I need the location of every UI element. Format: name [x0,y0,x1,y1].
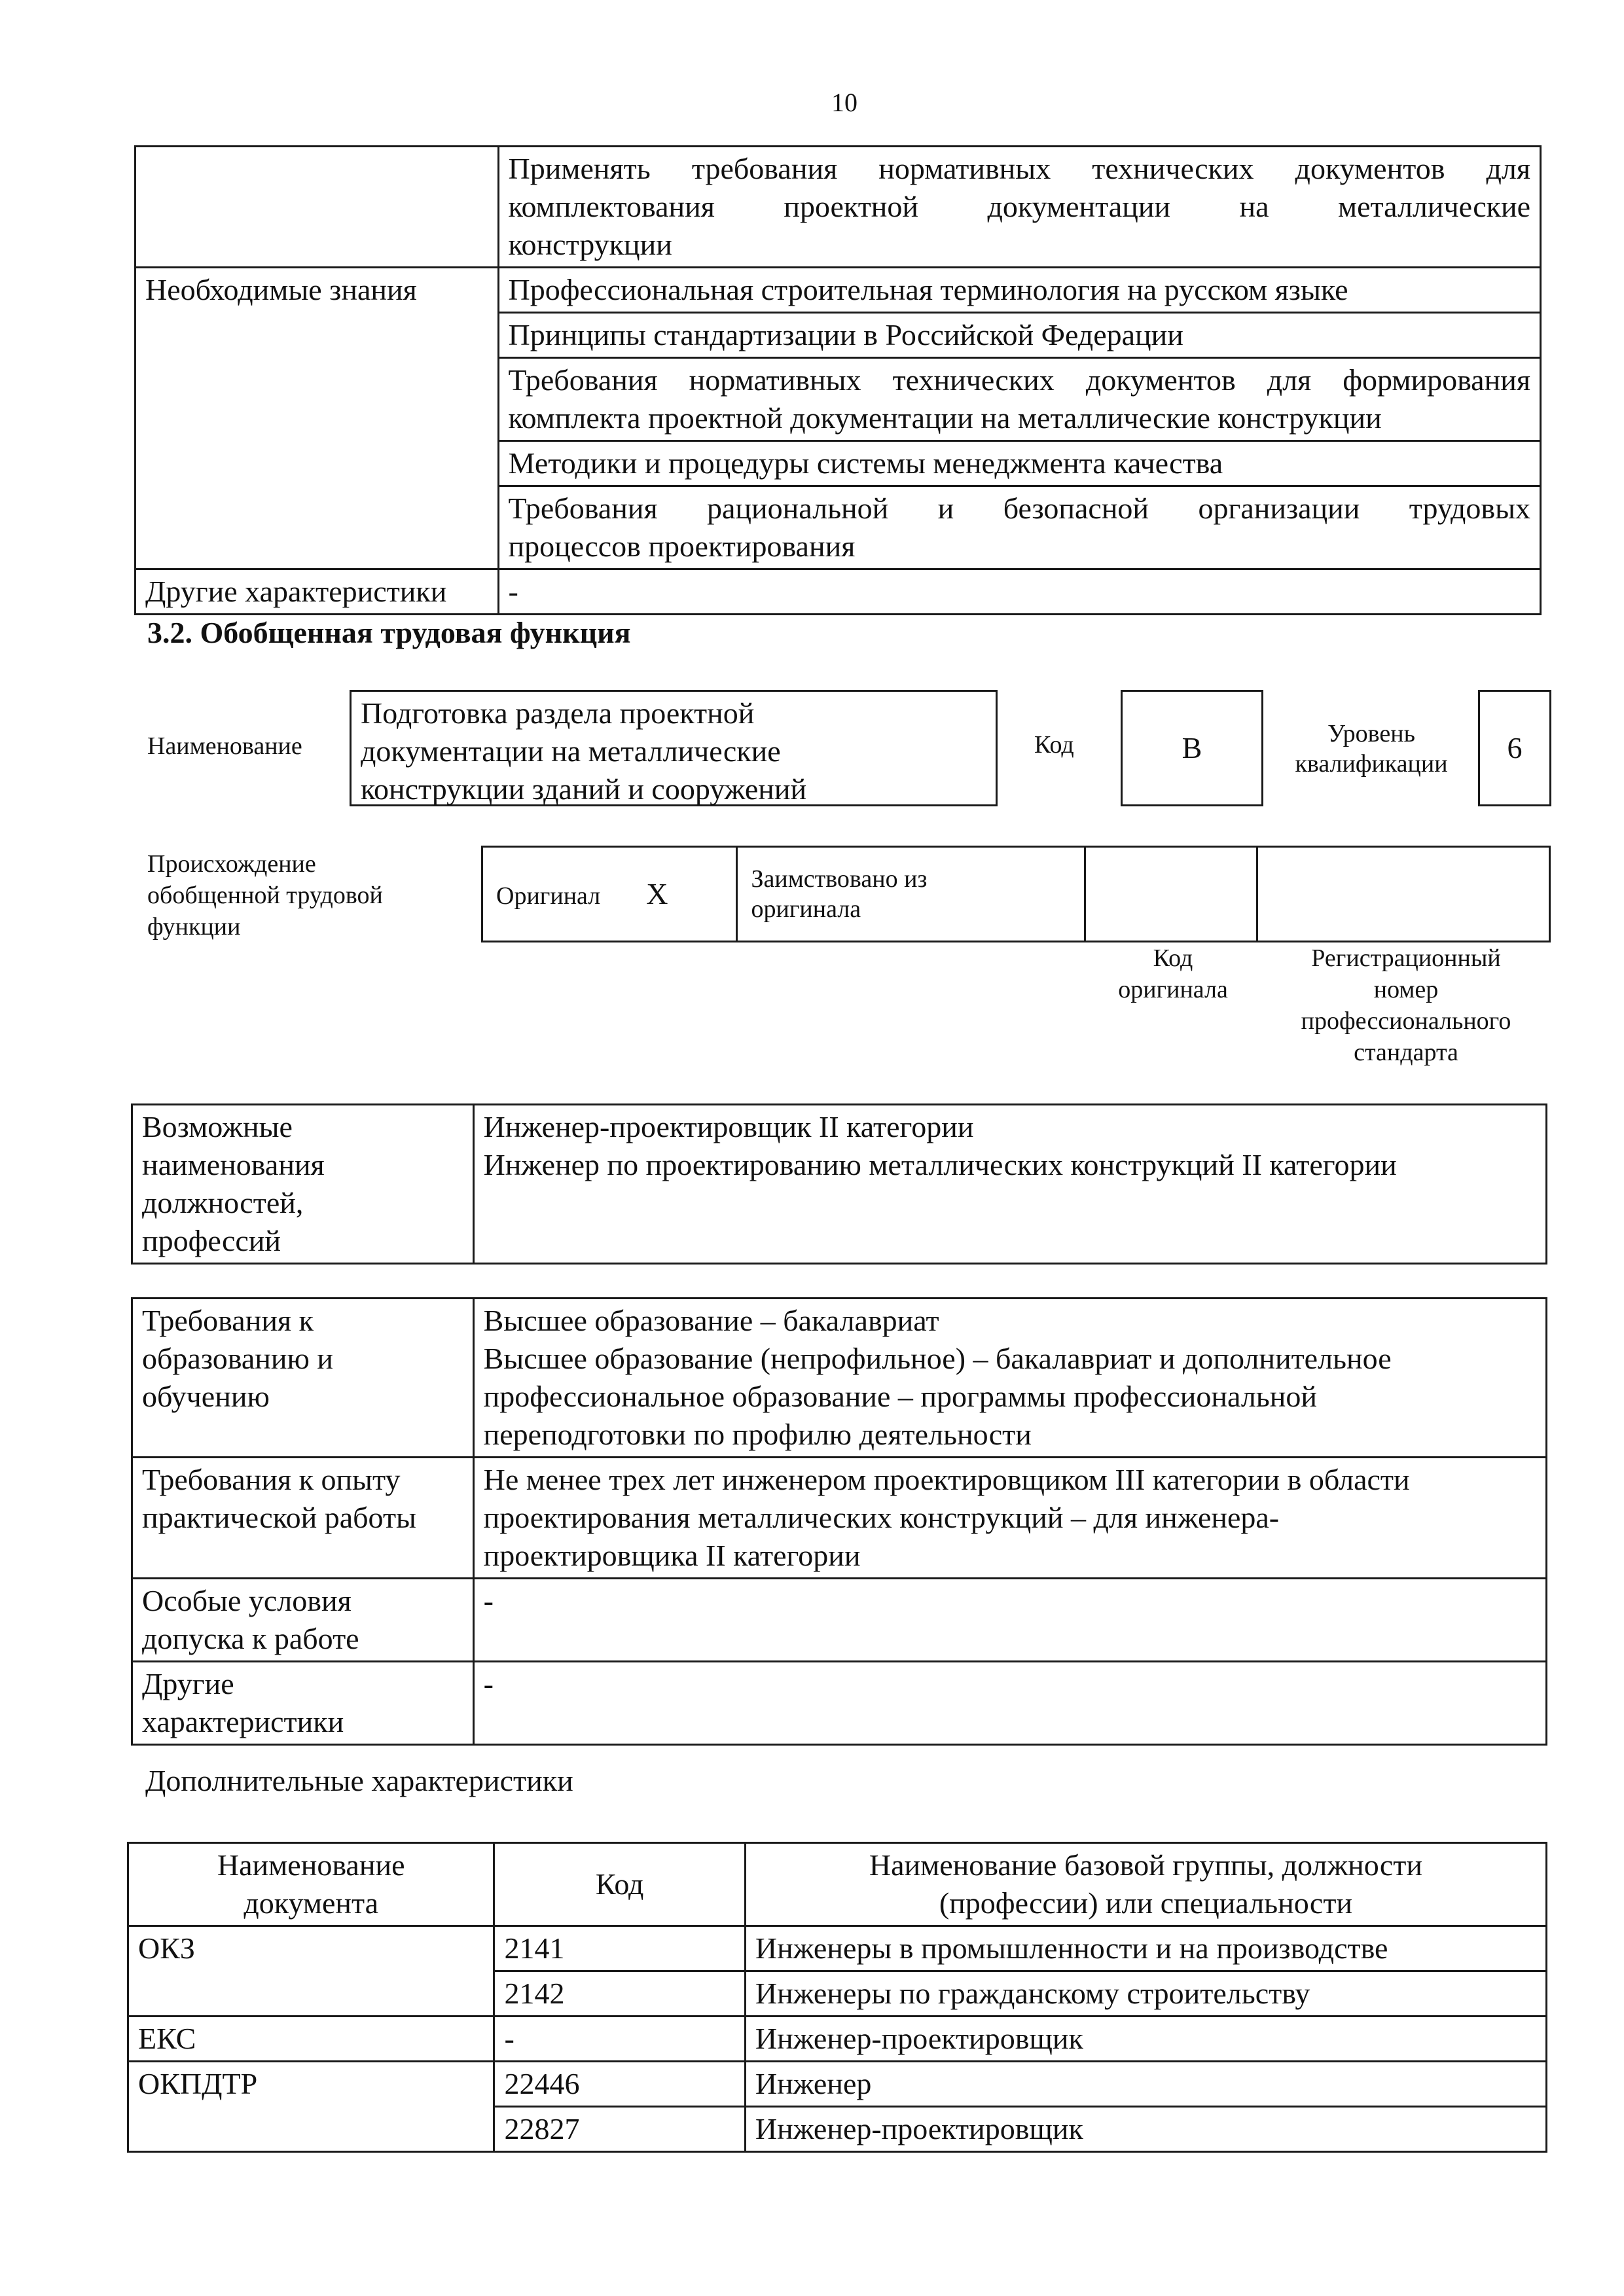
original-code-cell [1085,847,1257,942]
empty-label-cell [135,147,499,268]
education-label-line: Требования к [142,1304,314,1337]
education-value [473,1299,1546,1458]
other-char-label-line: Другие [142,1667,234,1700]
name-cell: Инженеры в промышленности и на производстве [745,1926,1546,1971]
skill-line: комплектования проектной документации на металлические [508,190,1530,223]
origin-label-line: обобщенной трудовой [147,882,383,909]
level-label-line: Уровень [1327,720,1415,747]
code-cell: 22827 [494,2107,745,2152]
knowledge-line: комплекта проектной документации на металлические конструкции [508,401,1382,435]
education-line: профессиональное образование – программы профессиональной [483,1380,1317,1413]
borrowed-line: Заимствовано из [751,865,928,893]
experience-label-line: практической работы [142,1501,416,1534]
origin-label-line: Происхождение [147,850,316,878]
knowledge-item [498,313,1540,358]
code-cell: 22446 [494,2062,745,2107]
positions-table [131,1103,1547,1265]
name-cell: Инженер [745,2062,1546,2107]
positions-label [132,1105,474,1264]
origin-label [147,848,383,942]
skill-line: Применять требования нормативных технических документов для [508,152,1530,185]
other-label-text: Другие характеристики [145,575,447,608]
positions-label-line: должностей, [142,1186,304,1219]
position-name: Инженер-проектировщик II категории [483,1110,974,1143]
positions-label-line: Возможные [142,1110,293,1143]
knowledge-line: Принципы стандартизации в Российской Федерации [508,318,1183,351]
function-name-box [350,690,998,806]
level-label-line: квалификации [1295,750,1448,778]
positions-label-line: профессий [142,1224,281,1257]
reg-caption-line: стандарта [1354,1039,1458,1066]
code-value: B [1121,690,1263,806]
other-characteristics-label [132,1662,474,1745]
code-caption-line: оригинала [1118,976,1228,1003]
requirements-table [131,1297,1547,1746]
position-name: Инженер по проектированию металлических конструкций II категории [483,1148,1397,1181]
experience-label-line: Требования к опыту [142,1463,401,1496]
experience-line: проектировщика II категории [483,1539,861,1572]
knowledge-item [498,358,1540,441]
original-label: Оригинал [496,882,601,910]
function-name-line: документации на металлические [361,734,781,768]
education-label [132,1299,474,1458]
knowledge-item [498,441,1540,486]
knowledge-label [135,268,499,569]
reg-caption [1259,942,1553,1068]
reg-caption-line: номер [1373,976,1439,1003]
name-cell: Инженер-проектировщик [745,2017,1546,2062]
name-cell: Инженеры по гражданскому строительству [745,1971,1546,2017]
code-caption [1087,942,1259,1005]
knowledge-line: Требования рациональной и безопасной организации трудовых [508,492,1530,525]
skill-cell [498,147,1540,268]
code-cell: 2142 [494,1971,745,2017]
code-cell: 2141 [494,1926,745,1971]
special-label-line: Особые условия [142,1584,352,1617]
other-value-text: - [508,575,518,608]
level-label [1270,719,1473,779]
original-cell [482,847,737,942]
header-doc-name [128,1843,494,1926]
doc-cell: ЕКС [128,2017,494,2062]
positions-label-line: наименования [142,1148,325,1181]
header-group-line: (профессии) или специальности [939,1886,1353,1920]
experience-label [132,1458,474,1579]
experience-line: проектирования металлических конструкций – для инженера- [483,1501,1280,1534]
registration-number-cell [1257,847,1550,942]
reg-caption-line: профессионального [1301,1007,1511,1035]
other-char-label-line: характеристики [142,1705,344,1738]
reg-caption-line: Регистрационный [1311,944,1501,972]
education-label-line: образованию и [142,1342,333,1375]
special-label-line: допуска к работе [142,1622,359,1655]
other-char-value-text: - [483,1667,494,1700]
origin-table [481,846,1551,942]
positions-values [473,1105,1546,1264]
function-name-line: Подготовка раздела проектной [361,696,755,730]
education-label-line: обучению [142,1380,270,1413]
knowledge-item [498,268,1540,313]
header-doc-line: документа [244,1886,379,1920]
header-doc-line: Наименование [217,1848,405,1882]
page-number: 10 [831,88,857,117]
header-group-line: Наименование базовой группы, должности [869,1848,1423,1882]
knowledge-item [498,486,1540,569]
origin-label-line: функции [147,913,241,941]
special-conditions-label [132,1579,474,1662]
additional-heading: Дополнительные характеристики [145,1764,573,1797]
other-characteristics-value [473,1662,1546,1745]
other-label [135,569,499,615]
education-line: Высшее образование – бакалавриат [483,1304,939,1337]
level-value: 6 [1478,690,1551,806]
knowledge-line: Профессиональная строительная терминология на русском языке [508,273,1348,306]
education-line: переподготовки по профилю деятельности [483,1418,1032,1451]
code-label: Код [1034,731,1074,759]
name-label: Наименование [147,732,302,760]
special-value-text: - [483,1584,494,1617]
section-heading: 3.2. Обобщенная трудовая функция [147,616,631,649]
header-group-name [745,1843,1546,1926]
experience-line: Не менее трех лет инженером проектировщиком III категории в области [483,1463,1410,1496]
doc-cell: ОКПДТР [128,2062,494,2152]
name-cell: Инженер-проектировщик [745,2107,1546,2152]
code-cell: - [494,2017,745,2062]
original-mark: X [646,877,668,910]
code-caption-line: Код [1153,944,1193,972]
additional-table [127,1842,1547,2153]
knowledge-line: Методики и процедуры системы менеджмента качества [508,446,1223,480]
knowledge-label-text: Необходимые знания [145,273,417,306]
knowledge-line: процессов проектирования [508,529,856,563]
knowledge-line: Требования нормативных технических документов для формирования [508,363,1530,397]
borrowed-cell [737,847,1085,942]
borrowed-line: оригинала [751,895,861,923]
education-line: Высшее образование (непрофильное) – бакалавриат и дополнительное [483,1342,1392,1375]
special-conditions-value [473,1579,1546,1662]
function-name-line: конструкции зданий и сооружений [361,772,807,806]
doc-cell: ОКЗ [128,1926,494,2017]
skills-knowledge-table [134,145,1542,615]
header-code: Код [494,1843,745,1926]
other-value [498,569,1540,615]
experience-value [473,1458,1546,1579]
skill-line: конструкции [508,228,672,261]
